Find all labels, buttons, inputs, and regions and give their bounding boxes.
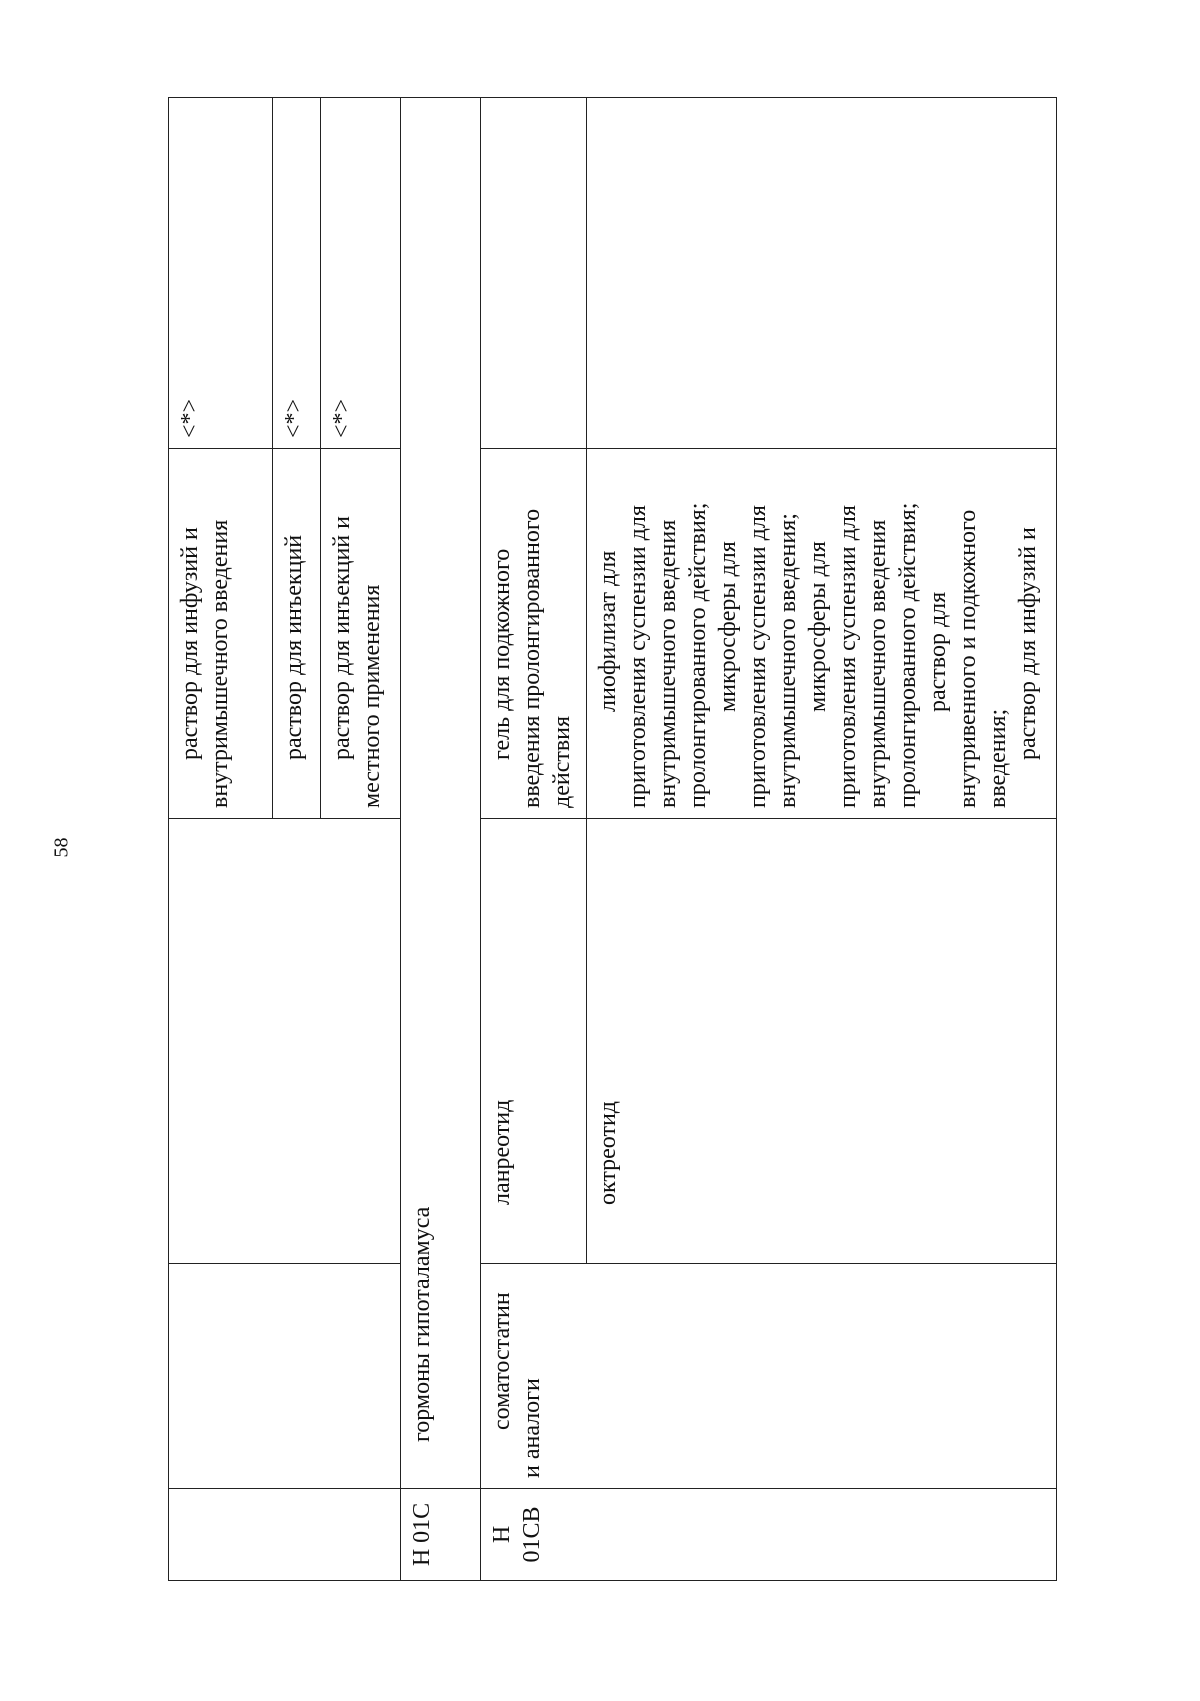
dosage-form-cell bbox=[481, 449, 587, 819]
rotated-page bbox=[168, 98, 1118, 1581]
drug-table bbox=[168, 97, 1057, 1581]
drug-name: ланреотид bbox=[481, 819, 587, 1264]
drug-name: октреотид bbox=[587, 819, 1057, 1264]
atc-code: H 01CB bbox=[481, 1489, 1057, 1581]
footnote-mark: <*> bbox=[169, 98, 273, 449]
dosage-form-cell bbox=[321, 449, 401, 819]
dosage-form: раствор для инъекций bbox=[281, 534, 307, 760]
group-name: соматостатин и аналоги bbox=[481, 1264, 1057, 1489]
table-row bbox=[401, 98, 481, 1581]
dosage-form: раствор для инфузий и bbox=[1015, 527, 1041, 760]
dosage-form: микросферы для приготовления суспензии для внутримышечного введения пролонгированного действия; bbox=[805, 502, 921, 808]
table-row bbox=[481, 98, 587, 1581]
group-name: гормоны гипоталамуса bbox=[401, 98, 481, 1489]
dosage-form-cell bbox=[169, 449, 273, 819]
dosage-form: раствор для внутривенного и подкожного введения; bbox=[925, 509, 1011, 808]
table-row bbox=[169, 98, 273, 1581]
dosage-form: микросферы для приготовления суспензии для внутримышечного введения; bbox=[715, 505, 801, 808]
dosage-form: раствор для инфузий и внутримышечного введения bbox=[177, 519, 233, 808]
dosage-form: раствор для инъекций и местного применения bbox=[329, 516, 385, 808]
atc-code: H 01C bbox=[401, 1489, 481, 1581]
page-number: 58 bbox=[50, 837, 73, 858]
footnote-mark: <*> bbox=[321, 98, 401, 449]
dosage-form-cell bbox=[273, 449, 321, 819]
footnote-mark: <*> bbox=[273, 98, 321, 449]
dosage-form: лиофилизат для приготовления суспензии для внутримышечного введения пролонгированного действия; bbox=[595, 502, 711, 808]
dosage-form: гель для подкожного введения пролонгированного действия bbox=[489, 508, 575, 808]
dosage-form-cell bbox=[587, 449, 1057, 819]
